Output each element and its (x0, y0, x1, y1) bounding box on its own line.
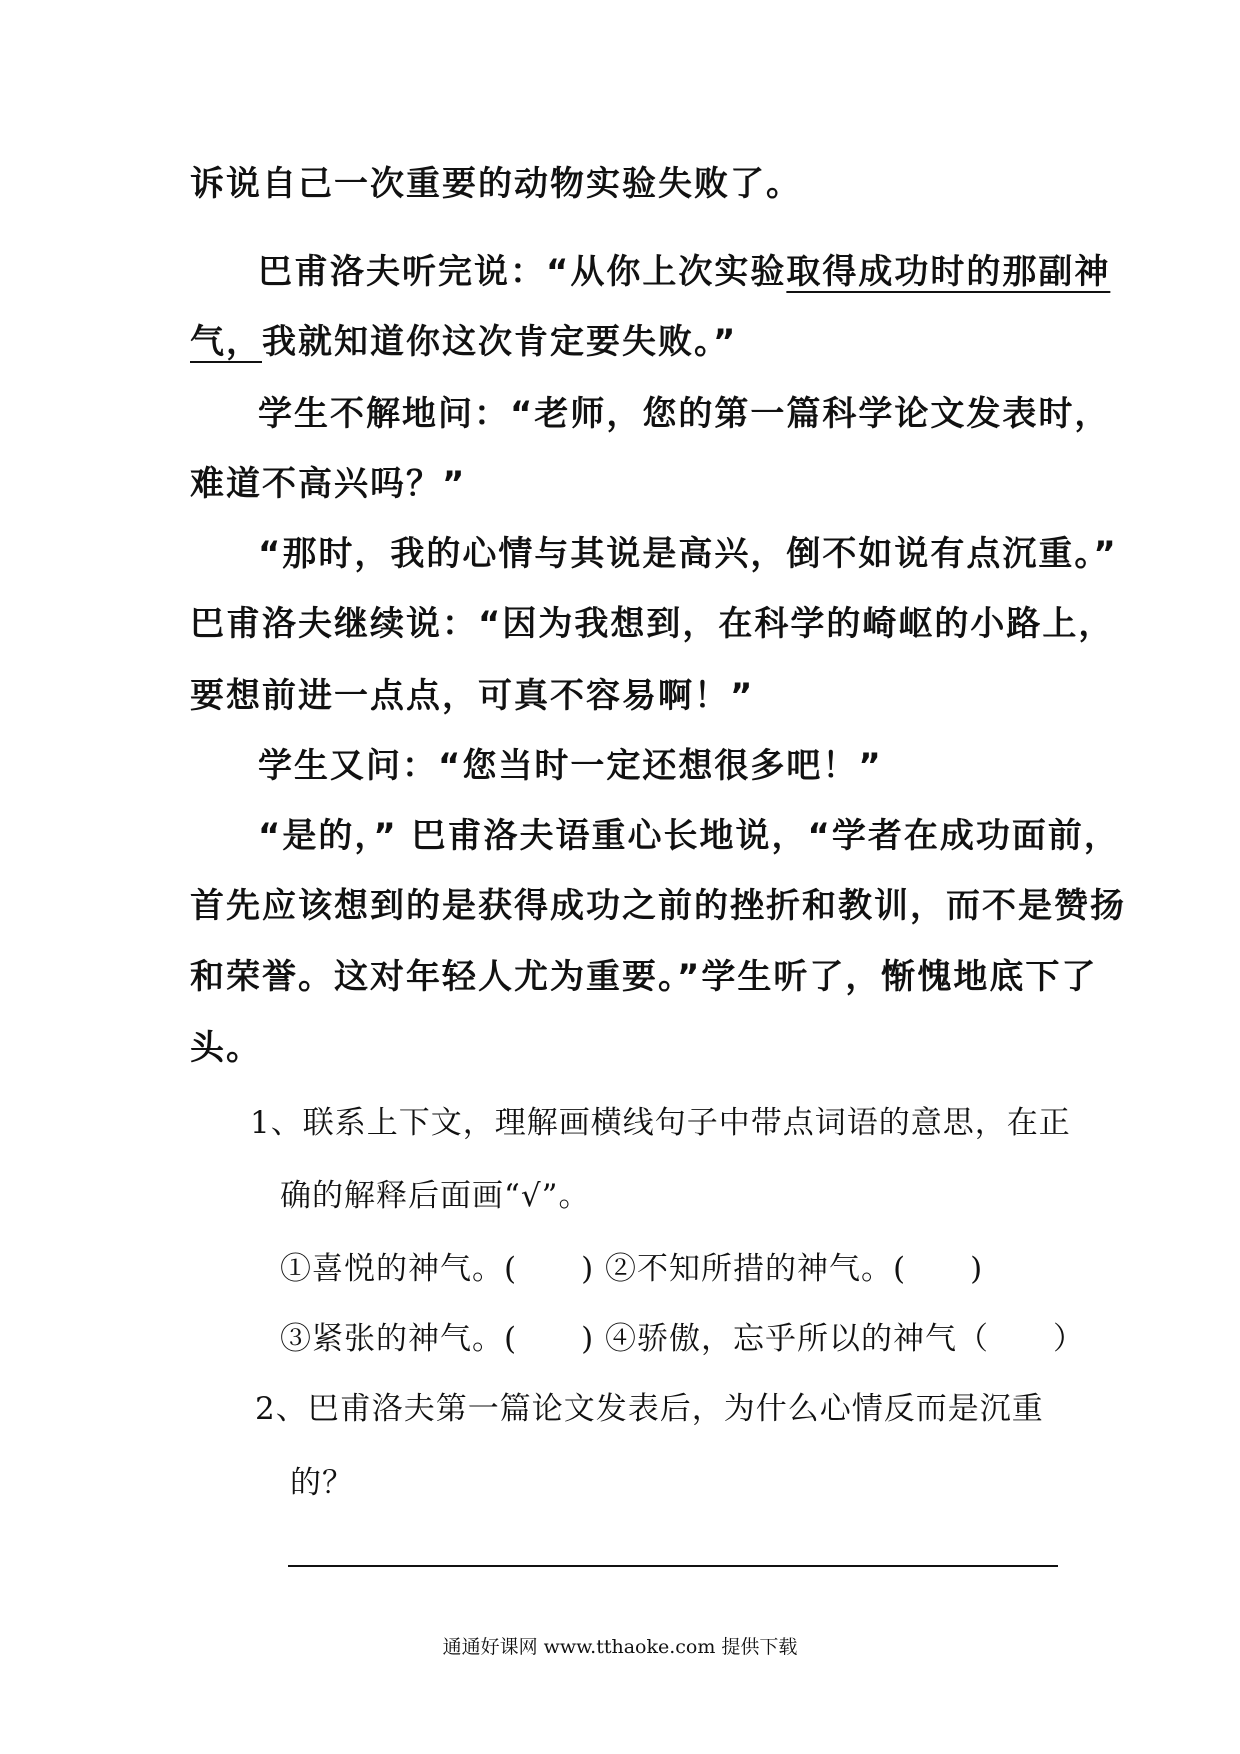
passage-text: “那时，我的心情与其说是高兴，倒不如说有点沉重。” (258, 534, 1118, 574)
question-2-text: 的？ (290, 1465, 354, 1501)
passage-line (190, 602, 1114, 646)
passage-text: 巴甫洛夫继续说：“因为我想到，在科学的崎岖的小路上， (190, 604, 1115, 644)
passage-line (258, 250, 1110, 294)
question-1-option: ①喜悦的神气。( ) (280, 1251, 595, 1287)
question-1-text: 确的解释后面画“√”。 (280, 1178, 591, 1214)
passage-text: 学生不解地问：“老师，您的第一篇科学论文发表时， (258, 394, 1111, 434)
passage-line (190, 162, 802, 206)
passage-text: “是的，” 巴甫洛夫语重心长地说，“学者在成功面前， (258, 816, 1120, 856)
passage-text: 和荣誉。这对年轻人尤为重要。”学生听了，惭愧地底下了 (190, 957, 1098, 997)
question-1-option: ③紧张的神气。( ) (280, 1321, 595, 1357)
passage-line (258, 392, 1110, 436)
passage-text: 学生又问：“您当时一定还想很多吧！” (258, 746, 883, 786)
passage-text: 巴甫洛夫听完说：“从你上次实验 (258, 252, 787, 292)
passage-line (190, 674, 754, 718)
passage-line (258, 744, 883, 788)
passage-line (190, 884, 1126, 928)
passage-text: 首先应该想到的是获得成功之前的挫折和教训，而不是赞扬 (190, 886, 1126, 926)
question-1-option: ④骄傲，忘乎所以的神气（ ） (605, 1321, 1085, 1357)
question-1-text: 1、联系上下文，理解画横线句子中带点词语的意思，在正 (250, 1105, 1071, 1141)
passage-line (258, 814, 1120, 858)
question-2-text: 2、巴甫洛夫第一篇论文发表后，为什么心情反而是沉重 (255, 1391, 1044, 1427)
passage-line (190, 955, 1097, 999)
passage-line (190, 320, 737, 364)
passage-line (258, 532, 1118, 576)
passage-text: 难道不高兴吗？” (190, 464, 467, 504)
question-1-option: ②不知所措的神气。( ) (605, 1251, 984, 1287)
underlined-sentence: 气， (190, 322, 262, 362)
passage-line (190, 1026, 262, 1070)
passage-text: 诉说自己一次重要的动物实验失败了。 (190, 164, 802, 204)
underlined-sentence: 取得成功时的那副神 (786, 252, 1111, 292)
passage-text: 我就知道你这次肯定要失败。” (262, 322, 738, 362)
answer-line (288, 1565, 1058, 1567)
footer-text: 通通好课网 www.tthaoke.com 提供下载 (442, 1636, 798, 1658)
passage-text: 要想前进一点点，可真不容易啊！” (190, 676, 755, 716)
passage-line (190, 462, 466, 506)
passage-text: 头。 (190, 1028, 262, 1068)
